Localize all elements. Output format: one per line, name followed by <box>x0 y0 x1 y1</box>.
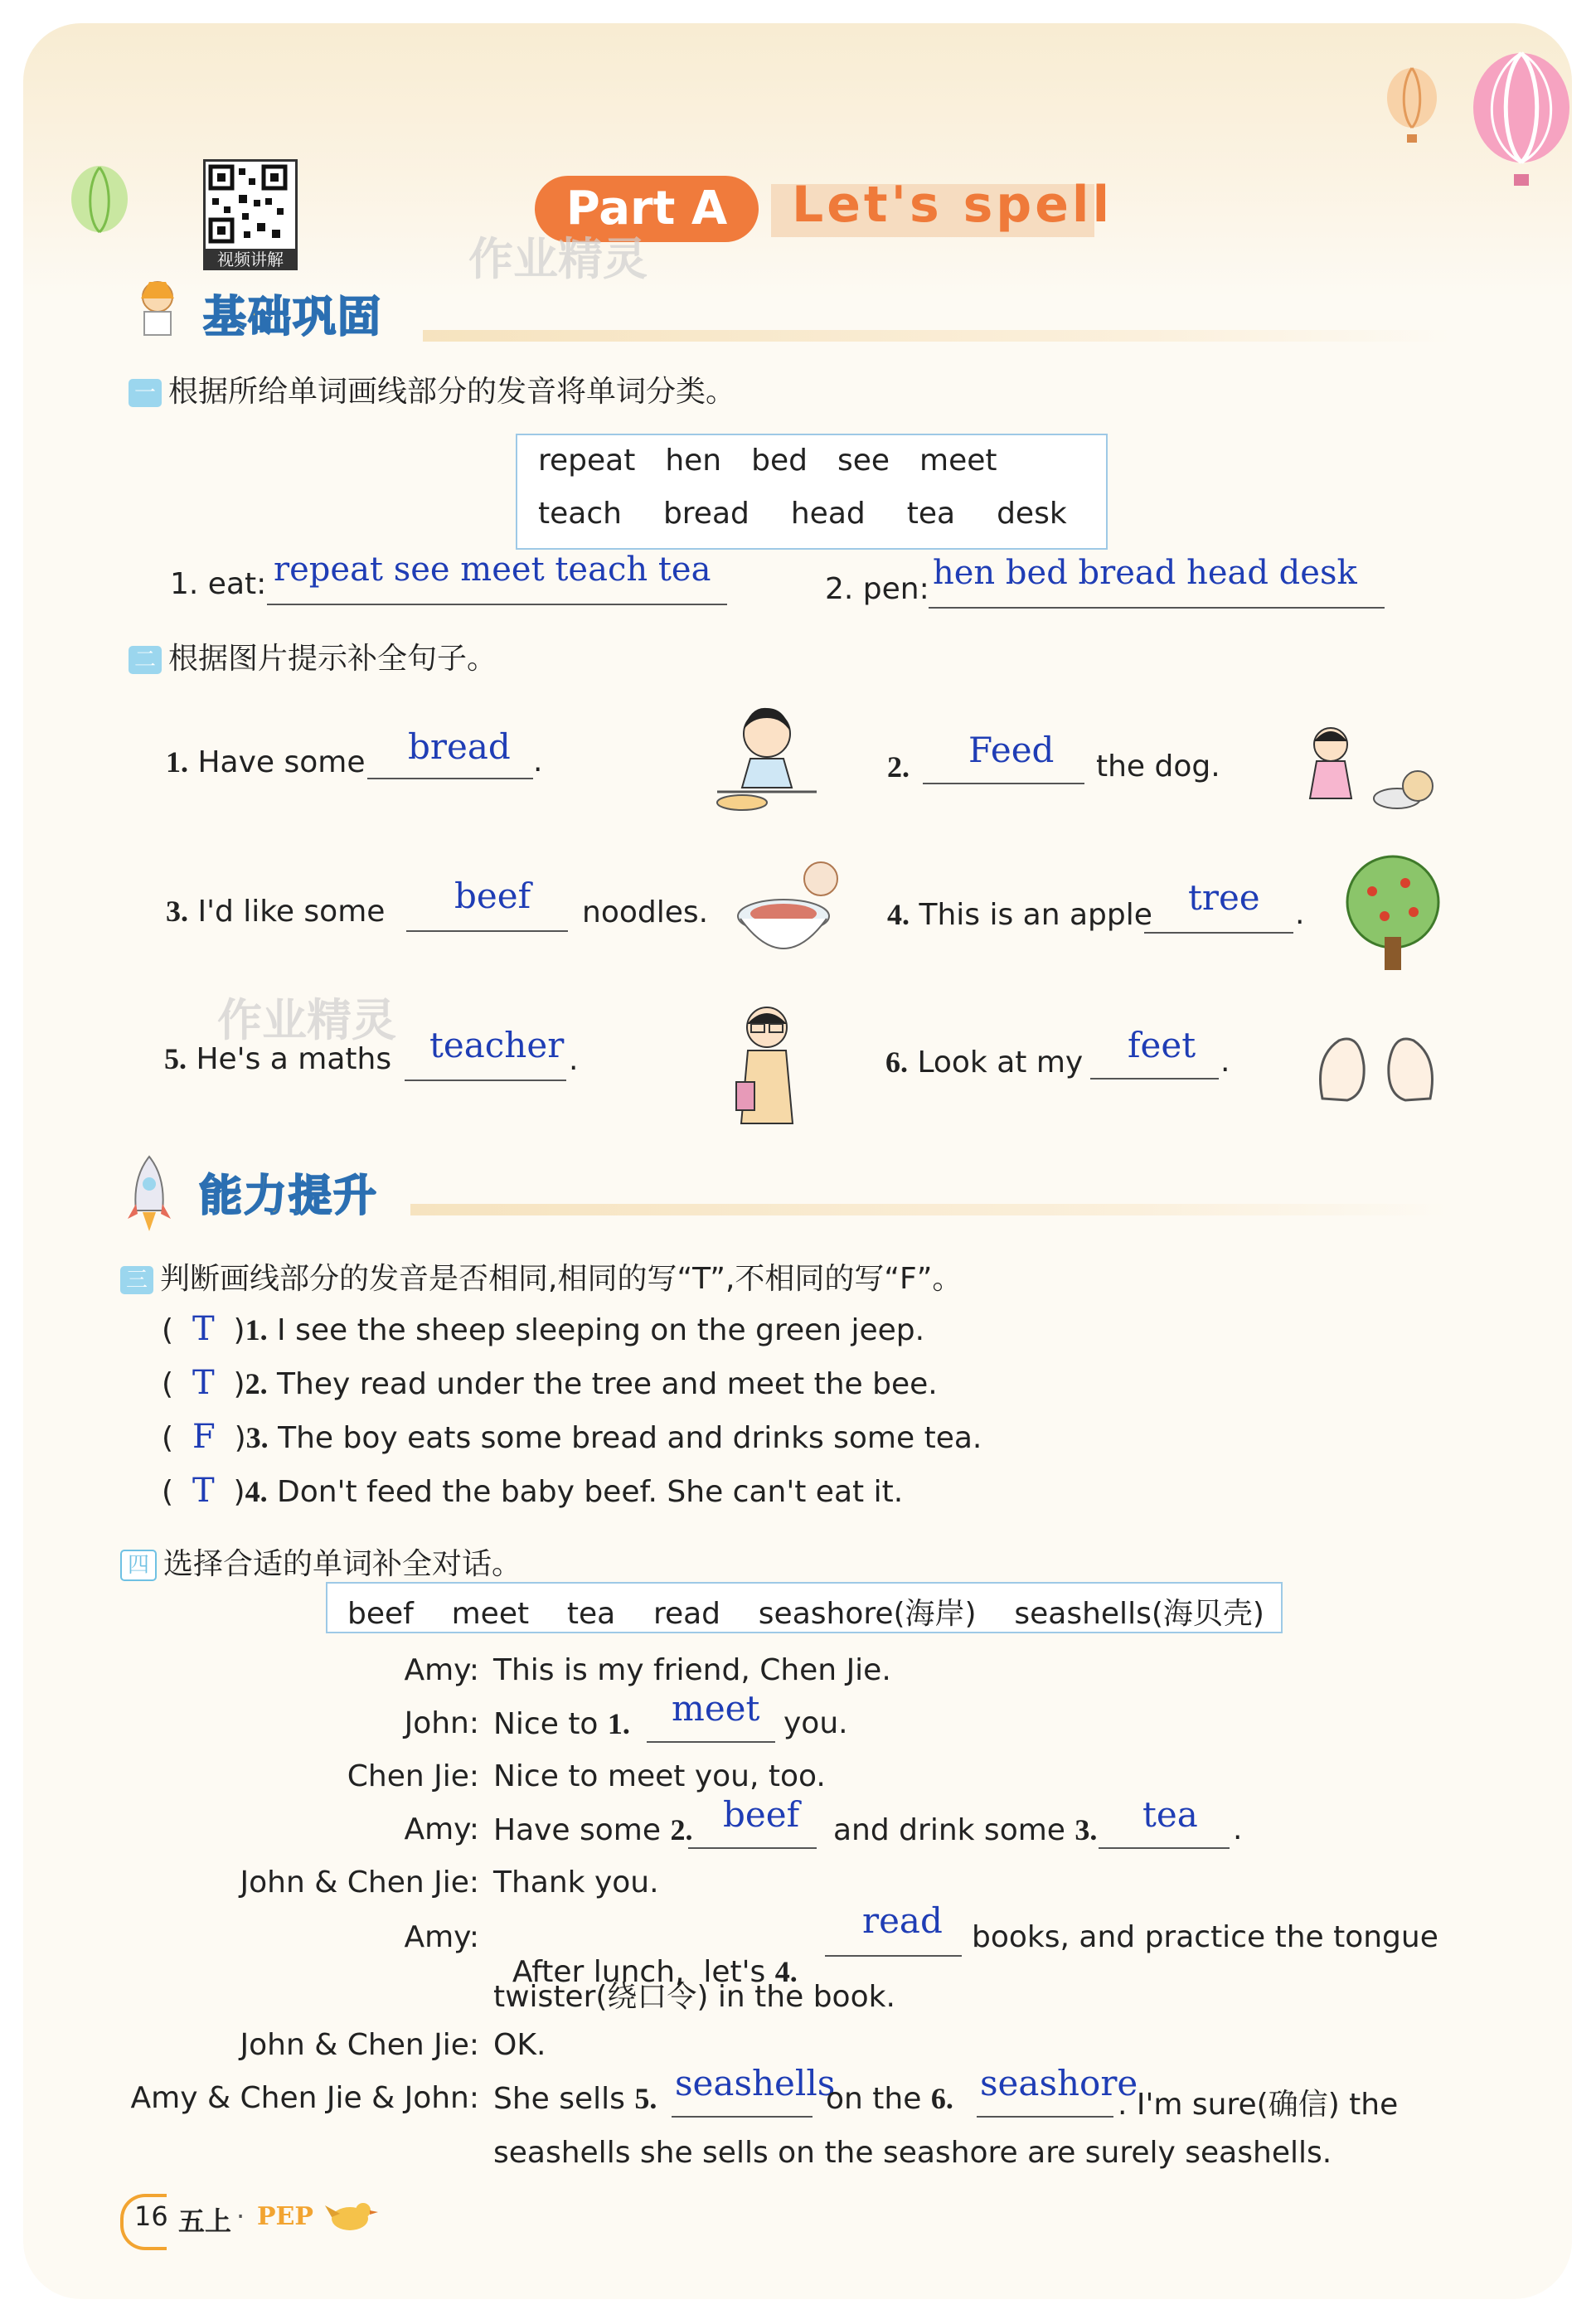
ex4-word-bank <box>326 1582 1283 1633</box>
ex2-item-5-end: . <box>569 1043 579 1077</box>
lesson-title: Let's spell <box>792 176 1113 234</box>
dlg-text-1: This is my friend, Chen Jie. <box>493 1653 891 1687</box>
dlg-answer-3: tea <box>1142 1794 1198 1835</box>
dlg-blank-4[interactable] <box>825 1955 962 1957</box>
ex1-instruction: 一 根据所给单词画线部分的发音将单词分类。 <box>129 368 735 410</box>
girl-feeding-dog-icon <box>1293 720 1443 827</box>
ex2-item-4-answer: tree <box>1188 877 1260 918</box>
ex2-item-1-end: . <box>533 745 543 779</box>
dlg-blank-5[interactable] <box>672 2116 813 2118</box>
ex2-item-2-end: the dog. <box>1096 750 1220 784</box>
balloon-icon <box>1467 50 1575 191</box>
dlg-text-4c: . <box>1233 1812 1243 1846</box>
ex2-item-6-blank[interactable] <box>1090 1078 1219 1080</box>
ex2-item-3-end: noodles. <box>582 895 709 929</box>
dlg-text-5: Thank you. <box>493 1866 659 1899</box>
ex2-item-3-blank[interactable] <box>406 930 568 932</box>
dlg-text-4: Have some 2. <box>493 1813 693 1847</box>
ex2-item-2-answer: Feed <box>968 730 1055 770</box>
dlg-speaker-5: John & Chen Jie: <box>240 1866 479 1899</box>
dlg-text-8d: seashells she sells on the seashore are surely seashells. <box>493 2136 1332 2170</box>
ex3-instruction: 三 判断画线部分的发音是否相同,相同的写“T”,不相同的写“F”。 <box>120 1255 962 1298</box>
qr-code[interactable] <box>203 159 298 254</box>
dlg-blank-2[interactable] <box>688 1847 817 1849</box>
dlg-blank-1[interactable] <box>647 1741 775 1743</box>
dlg-speaker-7: John & Chen Jie: <box>240 2028 479 2062</box>
ex2-item-5: 5. He's a maths <box>164 1042 392 1076</box>
section1-title: 基础巩固 <box>203 293 383 342</box>
ex2-item-5-blank[interactable] <box>405 1080 566 1081</box>
dlg-speaker-8: Amy & Chen Jie & John: <box>130 2081 479 2115</box>
ex2-item-2: 2. <box>887 750 910 784</box>
ex3-item-3: ( F )3. The boy eats some bread and drinks some tea. <box>162 1418 982 1456</box>
teacher-icon <box>721 999 813 1132</box>
ex2-item-4: 4. This is an apple <box>887 898 1152 932</box>
small-balloon-icon <box>1383 66 1441 149</box>
ex2-badge: 二 <box>129 646 162 674</box>
dlg-answer-2: beef <box>723 1794 800 1835</box>
ex1-q2-blank[interactable] <box>929 607 1385 609</box>
ex2-item-2-blank[interactable] <box>923 783 1084 784</box>
dlg-text-6c: twister(绕口令) in the book. <box>493 1980 895 2014</box>
ex2-item-3: 3. I'd like some <box>166 895 386 929</box>
dlg-text-6b: books, and practice the tongue <box>972 1920 1438 1954</box>
watermark: 作业精灵 <box>468 233 648 285</box>
section2-title: 能力提升 <box>199 1172 379 1221</box>
dlg-blank-6[interactable] <box>977 2116 1113 2118</box>
dlg-text-8c: . I'm sure(确信) the <box>1118 2088 1399 2122</box>
ex2-item-6-answer: feet <box>1128 1025 1196 1065</box>
ex4-word-bank-text: beef meet tea read seashore(海岸) seashells(海贝壳) <box>347 1597 1264 1631</box>
ex3-item-4: ( T )4. Don't feed the baby beef. She can't eat it. <box>162 1472 904 1510</box>
dlg-text-2: Nice to 1. <box>493 1707 630 1741</box>
dlg-answer-5: seashells <box>675 2063 836 2103</box>
dlg-speaker-6: Amy: <box>404 1920 479 1954</box>
ex1-word-box <box>516 434 1108 550</box>
ex2-item-6-end: . <box>1220 1045 1230 1079</box>
dlg-answer-6: seashore <box>980 2063 1138 2103</box>
ex2-item-4-blank[interactable] <box>1144 932 1293 934</box>
section1-divider <box>423 330 1451 342</box>
dlg-text-6: After lunch, let's 4. <box>512 1955 798 1989</box>
part-label: Part A <box>535 176 759 242</box>
dlg-blank-3[interactable] <box>1099 1847 1230 1849</box>
green-balloon-icon <box>66 166 133 249</box>
rocket-icon <box>124 1152 174 1235</box>
dlg-speaker-4: Amy: <box>404 1812 479 1846</box>
beef-noodles-icon <box>734 854 850 970</box>
watermark-2: 作业精灵 <box>217 994 396 1046</box>
page-number: 16 <box>134 2200 168 2232</box>
ex2-instruction: 二 根据图片提示补全句子。 <box>129 635 497 677</box>
ex2-item-1: 1. Have some <box>166 745 366 779</box>
bird-icon <box>325 2194 383 2235</box>
dlg-text-2b: you. <box>783 1706 848 1740</box>
dlg-text-4b: and drink some 3. <box>833 1813 1098 1847</box>
dlg-speaker-2: John: <box>404 1706 479 1740</box>
ex1-q2-label: 2. pen: <box>825 572 929 606</box>
edition-label: PEP <box>257 2202 313 2231</box>
dlg-text-3: Nice to meet you, too. <box>493 1759 826 1793</box>
grade-label: 五上 <box>178 2205 232 2237</box>
ex1-badge: 一 <box>129 379 162 407</box>
section2-divider <box>410 1204 1447 1215</box>
ex3-item-1: ( T )1. I see the sheep sleeping on the green jeep. <box>162 1310 925 1348</box>
word-row-1: repeat hen bed see meet <box>538 444 997 478</box>
ex2-item-1-answer: bread <box>408 726 511 767</box>
dlg-answer-1: meet <box>672 1688 760 1729</box>
qr-caption: 视频讲解 <box>203 249 298 270</box>
ex1-q1-blank[interactable] <box>267 604 727 605</box>
feet-icon <box>1314 1024 1438 1107</box>
ex3-item-2: ( T )2. They read under the tree and meet the bee. <box>162 1364 938 1402</box>
word-row-2: teach bread head tea desk <box>538 497 1067 531</box>
ex2-item-1-blank[interactable] <box>367 778 533 779</box>
ex2-item-6: 6. Look at my <box>885 1046 1084 1080</box>
dlg-text-8b: on the 6. <box>826 2082 953 2116</box>
ex4-instruction: 四 选择合适的单词补全对话。 <box>120 1540 521 1583</box>
ex4-badge: 四 <box>120 1550 157 1581</box>
qr-code-icon <box>206 162 290 246</box>
ex2-item-3-answer: beef <box>454 876 531 916</box>
dlg-answer-4: read <box>862 1900 943 1941</box>
apple-tree-icon <box>1335 854 1451 978</box>
ex3-badge: 三 <box>120 1266 153 1294</box>
ex1-q1-answer: repeat see meet teach tea <box>274 551 711 589</box>
ex1-q2-answer: hen bed bread head desk <box>933 554 1357 592</box>
ex2-item-5-answer: teacher <box>429 1025 565 1065</box>
dlg-text-8: She sells 5. <box>493 2082 657 2116</box>
dlg-text-7: OK. <box>493 2028 546 2062</box>
ex2-item-4-end: . <box>1295 897 1305 931</box>
ex1-q1-label: 1. eat: <box>170 567 267 601</box>
writing-kid-icon <box>124 274 191 340</box>
dlg-speaker-1: Amy: <box>404 1653 479 1687</box>
boy-eating-bread-icon <box>709 696 825 821</box>
dlg-speaker-3: Chen Jie: <box>347 1759 479 1793</box>
